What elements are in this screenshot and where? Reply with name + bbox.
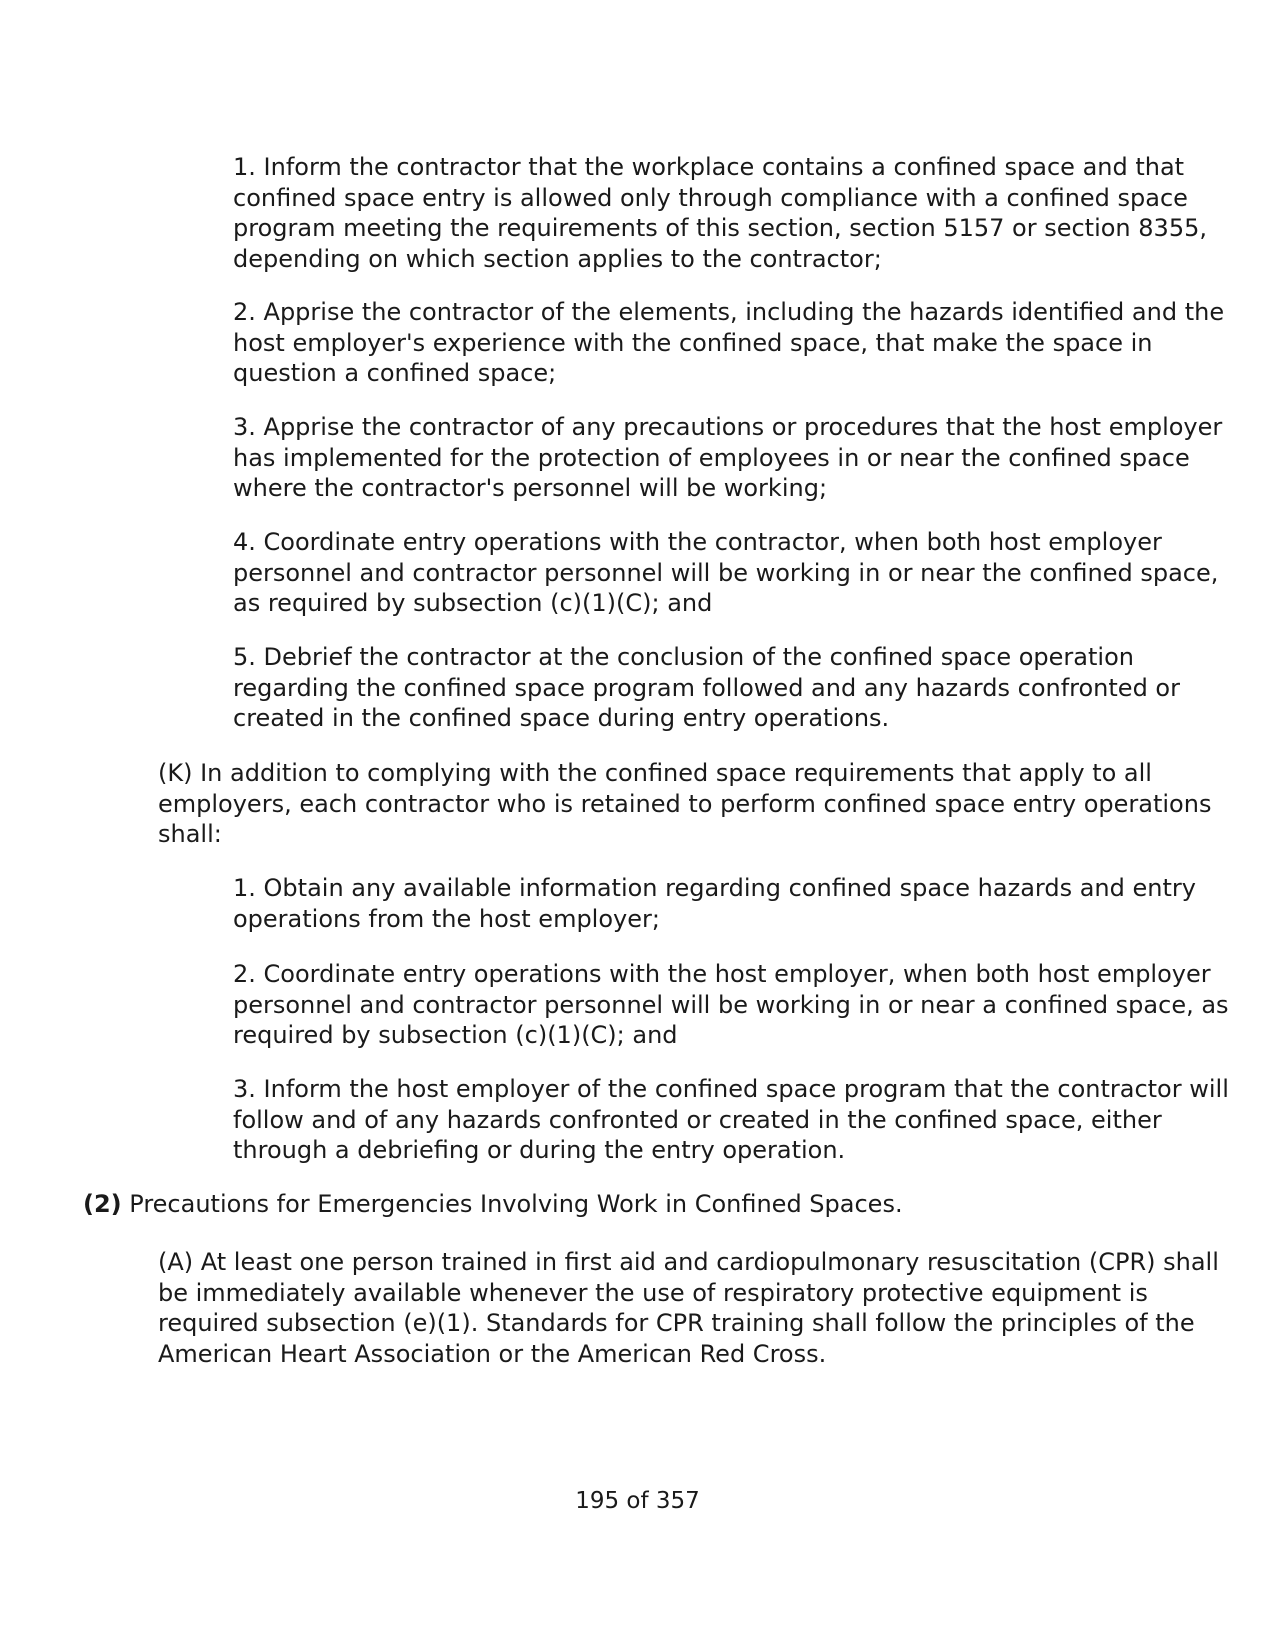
paragraph-k: (K) In addition to complying with the confined space requirements that apply to all employers, each contractor who is retained to perform confined space entry operations shall: bbox=[158, 759, 1212, 848]
paragraph-a: (A) At least one person trained in first aid and cardiopulmonary resuscitation (CPR) shall be immediately available whenever the use of respiratory protective equipment is required subsection (e)(1). Standards for CPR training shall follow the principles of the American Heart Association or the American Red Cross. bbox=[158, 1248, 1219, 1368]
paragraph-j-4: 4. Coordinate entry operations with the contractor, when both host employer personnel and contractor personnel will be working in or near the confined space, as required by subsection (c)(1)(C); and bbox=[233, 528, 1219, 617]
section-2-label: (2) bbox=[83, 1190, 122, 1218]
section-2-heading bbox=[83, 1189, 1233, 1220]
paragraph-k-3: 3. Inform the host employer of the confined space program that the contractor will follow and of any hazards confronted or created in the confined space, either through a debriefing or during the entry operation. bbox=[233, 1075, 1229, 1164]
page-number: 195 of 357 bbox=[575, 1488, 700, 1514]
paragraph-j-3: 3. Apprise the contractor of any precautions or procedures that the host employer has implemented for the protection of employees in or near the confined space where the contractor's personnel will be working; bbox=[233, 413, 1223, 502]
section-2-title: Precautions for Emergencies Involving Work in Confined Spaces. bbox=[121, 1190, 903, 1218]
paragraph-j-5: 5. Debrief the contractor at the conclusion of the confined space operation regarding the confined space program followed and any hazards confronted or created in the confined space during entry operations. bbox=[233, 643, 1180, 732]
paragraph-k-2: 2. Coordinate entry operations with the host employer, when both host employer personnel and contractor personnel will be working in or near a confined space, as required by subsection (c)(1)(C); and bbox=[233, 960, 1229, 1049]
paragraph-j-1: 1. Inform the contractor that the workplace contains a confined space and that confined space entry is allowed only through compliance with a confined space program meeting the requirements of this section, section 5157 or section 8355, depending on which section applies to the contractor; bbox=[233, 153, 1207, 273]
paragraph-k-1: 1. Obtain any available information regarding confined space hazards and entry operations from the host employer; bbox=[233, 874, 1196, 933]
paragraph-j-2: 2. Apprise the contractor of the elements, including the hazards identified and the host employer's experience with the confined space, that make the space in question a confined space; bbox=[233, 298, 1225, 387]
